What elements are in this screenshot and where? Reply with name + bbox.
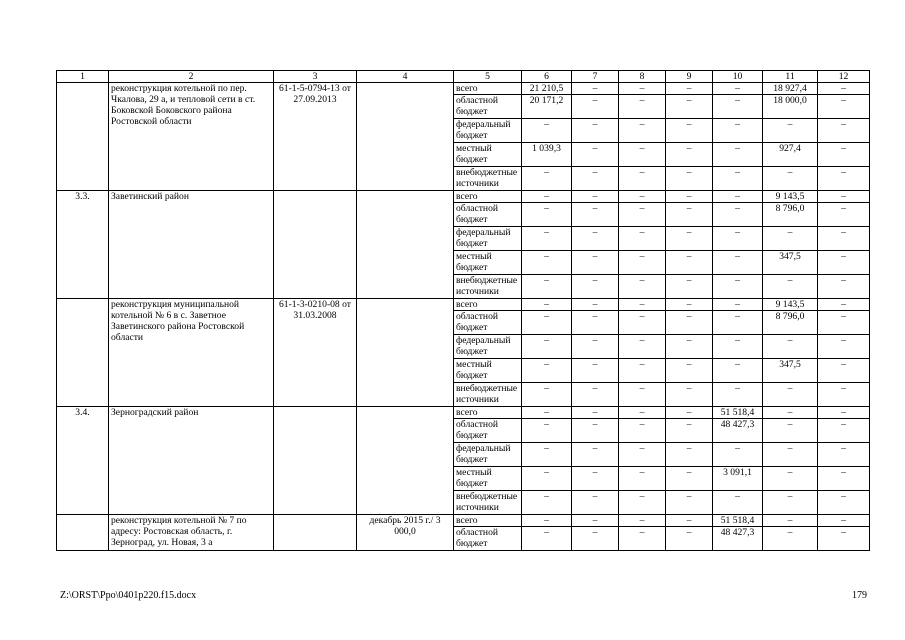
amount-cell: – bbox=[666, 251, 713, 275]
amount-cell: – bbox=[713, 119, 763, 143]
amount-cell: – bbox=[666, 527, 713, 551]
amount-cell: – bbox=[522, 191, 572, 203]
amount-cell: – bbox=[763, 119, 818, 143]
amount-cell: – bbox=[572, 275, 619, 299]
amount-cell: – bbox=[666, 515, 713, 527]
amount-cell: – bbox=[818, 275, 870, 299]
amount-cell: – bbox=[619, 275, 666, 299]
column-number: 9 bbox=[666, 71, 713, 83]
amount-cell: – bbox=[572, 227, 619, 251]
column-number: 12 bbox=[818, 71, 870, 83]
amount-cell: – bbox=[572, 143, 619, 167]
amount-cell: – bbox=[522, 311, 572, 335]
funding-source: внебюджетные источники bbox=[454, 275, 522, 299]
column-number-row bbox=[57, 71, 870, 83]
column-number: 11 bbox=[763, 71, 818, 83]
table-row bbox=[57, 515, 870, 527]
amount-cell: – bbox=[818, 515, 870, 527]
amount-cell: – bbox=[763, 167, 818, 191]
amount-cell: – bbox=[763, 467, 818, 491]
amount-cell: – bbox=[818, 311, 870, 335]
funding-source: федеральный бюджет bbox=[454, 227, 522, 251]
item-description: реконструкция котельной № 7 по адресу: Ростовская область, г. Зерноград, ул. Новая, 3 а bbox=[109, 515, 274, 551]
amount-cell: – bbox=[818, 443, 870, 467]
amount-cell: – bbox=[572, 383, 619, 407]
amount-cell: – bbox=[818, 467, 870, 491]
item-description: Зерноградский район bbox=[109, 407, 274, 515]
amount-cell: 9 143,5 bbox=[763, 191, 818, 203]
amount-cell: 18 000,0 bbox=[763, 95, 818, 119]
amount-cell: – bbox=[666, 335, 713, 359]
amount-cell: – bbox=[818, 491, 870, 515]
amount-cell: – bbox=[619, 467, 666, 491]
amount-cell: – bbox=[666, 491, 713, 515]
amount-cell: – bbox=[619, 95, 666, 119]
column-number: 5 bbox=[454, 71, 522, 83]
amount-cell: – bbox=[619, 335, 666, 359]
amount-cell: – bbox=[713, 491, 763, 515]
funding-source: всего bbox=[454, 407, 522, 419]
amount-cell: – bbox=[522, 203, 572, 227]
amount-cell: – bbox=[763, 419, 818, 443]
amount-cell: – bbox=[619, 359, 666, 383]
amount-cell: – bbox=[522, 119, 572, 143]
amount-cell: – bbox=[666, 383, 713, 407]
amount-cell: – bbox=[713, 383, 763, 407]
amount-cell: – bbox=[619, 167, 666, 191]
amount-cell: 20 171,2 bbox=[522, 95, 572, 119]
amount-cell: – bbox=[522, 491, 572, 515]
funding-table bbox=[56, 70, 870, 551]
amount-cell: – bbox=[818, 191, 870, 203]
amount-cell: – bbox=[522, 251, 572, 275]
amount-cell: – bbox=[572, 407, 619, 419]
amount-cell: – bbox=[619, 83, 666, 95]
amount-cell: – bbox=[763, 527, 818, 551]
amount-cell: 18 927,4 bbox=[763, 83, 818, 95]
amount-cell: – bbox=[713, 335, 763, 359]
funding-source: внебюджетные источники bbox=[454, 491, 522, 515]
amount-cell: – bbox=[666, 467, 713, 491]
table-row bbox=[57, 299, 870, 311]
funding-source: федеральный бюджет bbox=[454, 443, 522, 467]
funding-source: федеральный бюджет bbox=[454, 335, 522, 359]
amount-cell: – bbox=[713, 443, 763, 467]
amount-cell: – bbox=[572, 419, 619, 443]
amount-cell: – bbox=[713, 299, 763, 311]
amount-cell: – bbox=[666, 167, 713, 191]
column-number: 10 bbox=[713, 71, 763, 83]
amount-cell: – bbox=[763, 335, 818, 359]
amount-cell: – bbox=[572, 299, 619, 311]
amount-cell: – bbox=[619, 491, 666, 515]
document-number bbox=[274, 191, 357, 299]
amount-cell: – bbox=[818, 359, 870, 383]
funding-source: местный бюджет bbox=[454, 359, 522, 383]
amount-cell: – bbox=[522, 407, 572, 419]
amount-cell: – bbox=[818, 203, 870, 227]
funding-source: всего bbox=[454, 299, 522, 311]
amount-cell: – bbox=[572, 95, 619, 119]
amount-cell: – bbox=[572, 191, 619, 203]
funding-source: федеральный бюджет bbox=[454, 119, 522, 143]
amount-cell: – bbox=[619, 227, 666, 251]
amount-cell: 927,4 bbox=[763, 143, 818, 167]
funding-source: внебюджетные источники bbox=[454, 383, 522, 407]
amount-cell: – bbox=[572, 119, 619, 143]
amount-cell: – bbox=[619, 191, 666, 203]
item-description: Заветинский район bbox=[109, 191, 274, 299]
amount-cell: 48 427,3 bbox=[713, 527, 763, 551]
amount-cell: – bbox=[572, 251, 619, 275]
amount-cell: – bbox=[713, 251, 763, 275]
amount-cell: 8 796,0 bbox=[763, 203, 818, 227]
completion-term: декабрь 2015 г./ 3 000,0 bbox=[357, 515, 454, 551]
amount-cell: – bbox=[666, 95, 713, 119]
amount-cell: – bbox=[713, 359, 763, 383]
amount-cell: – bbox=[666, 311, 713, 335]
column-number: 6 bbox=[522, 71, 572, 83]
amount-cell: – bbox=[666, 275, 713, 299]
amount-cell: 347,5 bbox=[763, 359, 818, 383]
amount-cell: – bbox=[572, 467, 619, 491]
amount-cell: – bbox=[666, 227, 713, 251]
funding-source: местный бюджет bbox=[454, 467, 522, 491]
amount-cell: – bbox=[666, 119, 713, 143]
amount-cell: – bbox=[763, 227, 818, 251]
amount-cell: – bbox=[522, 443, 572, 467]
amount-cell: – bbox=[666, 443, 713, 467]
amount-cell: – bbox=[619, 311, 666, 335]
amount-cell: – bbox=[572, 359, 619, 383]
document-number bbox=[274, 515, 357, 551]
column-number: 7 bbox=[572, 71, 619, 83]
page-number: 179 bbox=[852, 590, 867, 601]
item-number bbox=[57, 83, 109, 191]
amount-cell: 3 091,1 bbox=[713, 467, 763, 491]
amount-cell: – bbox=[818, 83, 870, 95]
amount-cell: – bbox=[572, 527, 619, 551]
table-row bbox=[57, 407, 870, 419]
table-body bbox=[57, 71, 870, 551]
amount-cell: – bbox=[763, 383, 818, 407]
amount-cell: – bbox=[713, 191, 763, 203]
amount-cell: – bbox=[522, 515, 572, 527]
amount-cell: – bbox=[818, 419, 870, 443]
completion-term bbox=[357, 83, 454, 191]
item-number bbox=[57, 299, 109, 407]
column-number: 8 bbox=[619, 71, 666, 83]
amount-cell: 51 518,4 bbox=[713, 407, 763, 419]
amount-cell: – bbox=[666, 419, 713, 443]
item-description: реконструкция котельной по пер. Чкалова, 29 а, и тепловой сети в ст. Боковской Боковского района Ростовской области bbox=[109, 83, 274, 191]
amount-cell: – bbox=[619, 251, 666, 275]
funding-source: областной бюджет bbox=[454, 203, 522, 227]
amount-cell: 1 039,3 bbox=[522, 143, 572, 167]
amount-cell: – bbox=[713, 275, 763, 299]
amount-cell: – bbox=[818, 527, 870, 551]
amount-cell: – bbox=[572, 443, 619, 467]
funding-source: всего bbox=[454, 83, 522, 95]
amount-cell: – bbox=[619, 143, 666, 167]
amount-cell: – bbox=[619, 515, 666, 527]
amount-cell: – bbox=[666, 359, 713, 383]
amount-cell: – bbox=[818, 251, 870, 275]
amount-cell: – bbox=[666, 203, 713, 227]
amount-cell: – bbox=[763, 407, 818, 419]
amount-cell: 51 518,4 bbox=[713, 515, 763, 527]
amount-cell: 48 427,3 bbox=[713, 419, 763, 443]
document-number: 61-1-3-0210-08 от 31.03.2008 bbox=[274, 299, 357, 407]
item-number: 3.3. bbox=[57, 191, 109, 299]
amount-cell: – bbox=[619, 527, 666, 551]
table-row bbox=[57, 191, 870, 203]
amount-cell: – bbox=[522, 275, 572, 299]
amount-cell: – bbox=[713, 311, 763, 335]
amount-cell: – bbox=[713, 95, 763, 119]
document-number: 61-1-5-0794-13 от 27.09.2013 bbox=[274, 83, 357, 191]
column-number: 1 bbox=[57, 71, 109, 83]
amount-cell: – bbox=[666, 191, 713, 203]
amount-cell: 21 210,5 bbox=[522, 83, 572, 95]
completion-term bbox=[357, 407, 454, 515]
amount-cell: – bbox=[763, 491, 818, 515]
amount-cell: – bbox=[713, 167, 763, 191]
amount-cell: 8 796,0 bbox=[763, 311, 818, 335]
amount-cell: – bbox=[522, 383, 572, 407]
amount-cell: – bbox=[619, 119, 666, 143]
amount-cell: – bbox=[572, 515, 619, 527]
funding-source: местный бюджет bbox=[454, 251, 522, 275]
amount-cell: – bbox=[818, 299, 870, 311]
amount-cell: – bbox=[818, 143, 870, 167]
amount-cell: – bbox=[818, 227, 870, 251]
amount-cell: 9 143,5 bbox=[763, 299, 818, 311]
amount-cell: – bbox=[818, 383, 870, 407]
amount-cell: – bbox=[619, 443, 666, 467]
amount-cell: – bbox=[763, 275, 818, 299]
amount-cell: – bbox=[666, 143, 713, 167]
amount-cell: – bbox=[619, 419, 666, 443]
amount-cell: – bbox=[713, 203, 763, 227]
funding-source: всего bbox=[454, 191, 522, 203]
amount-cell: – bbox=[572, 203, 619, 227]
amount-cell: – bbox=[522, 467, 572, 491]
completion-term bbox=[357, 299, 454, 407]
funding-source: областной бюджет bbox=[454, 95, 522, 119]
item-description: реконструкция муниципальной котельной № 6 в с. Заветное Заветинского района Ростовской области bbox=[109, 299, 274, 407]
amount-cell: 347,5 bbox=[763, 251, 818, 275]
amount-cell: – bbox=[818, 167, 870, 191]
amount-cell: – bbox=[619, 407, 666, 419]
amount-cell: – bbox=[619, 203, 666, 227]
amount-cell: – bbox=[619, 299, 666, 311]
amount-cell: – bbox=[522, 335, 572, 359]
amount-cell: – bbox=[818, 95, 870, 119]
amount-cell: – bbox=[666, 83, 713, 95]
funding-source: областной бюджет bbox=[454, 527, 522, 551]
funding-source: внебюджетные источники bbox=[454, 167, 522, 191]
funding-source: областной бюджет bbox=[454, 419, 522, 443]
amount-cell: – bbox=[522, 227, 572, 251]
file-path: Z:\ORST\Ppo\0401p220.f15.docx bbox=[60, 590, 197, 601]
completion-term bbox=[357, 191, 454, 299]
funding-source: областной бюджет bbox=[454, 311, 522, 335]
item-number bbox=[57, 515, 109, 551]
funding-source: всего bbox=[454, 515, 522, 527]
table-row bbox=[57, 83, 870, 95]
amount-cell: – bbox=[818, 335, 870, 359]
amount-cell: – bbox=[572, 83, 619, 95]
amount-cell: – bbox=[572, 335, 619, 359]
amount-cell: – bbox=[522, 419, 572, 443]
amount-cell: – bbox=[522, 359, 572, 383]
amount-cell: – bbox=[572, 311, 619, 335]
amount-cell: – bbox=[818, 407, 870, 419]
amount-cell: – bbox=[522, 167, 572, 191]
amount-cell: – bbox=[619, 383, 666, 407]
amount-cell: – bbox=[818, 119, 870, 143]
column-number: 2 bbox=[109, 71, 274, 83]
document-number bbox=[274, 407, 357, 515]
funding-source: местный бюджет bbox=[454, 143, 522, 167]
item-number: 3.4. bbox=[57, 407, 109, 515]
amount-cell: – bbox=[713, 227, 763, 251]
amount-cell: – bbox=[713, 143, 763, 167]
amount-cell: – bbox=[763, 515, 818, 527]
amount-cell: – bbox=[666, 299, 713, 311]
amount-cell: – bbox=[522, 299, 572, 311]
column-number: 3 bbox=[274, 71, 357, 83]
amount-cell: – bbox=[713, 83, 763, 95]
amount-cell: – bbox=[572, 491, 619, 515]
amount-cell: – bbox=[522, 527, 572, 551]
amount-cell: – bbox=[763, 443, 818, 467]
amount-cell: – bbox=[666, 407, 713, 419]
column-number: 4 bbox=[357, 71, 454, 83]
amount-cell: – bbox=[572, 167, 619, 191]
